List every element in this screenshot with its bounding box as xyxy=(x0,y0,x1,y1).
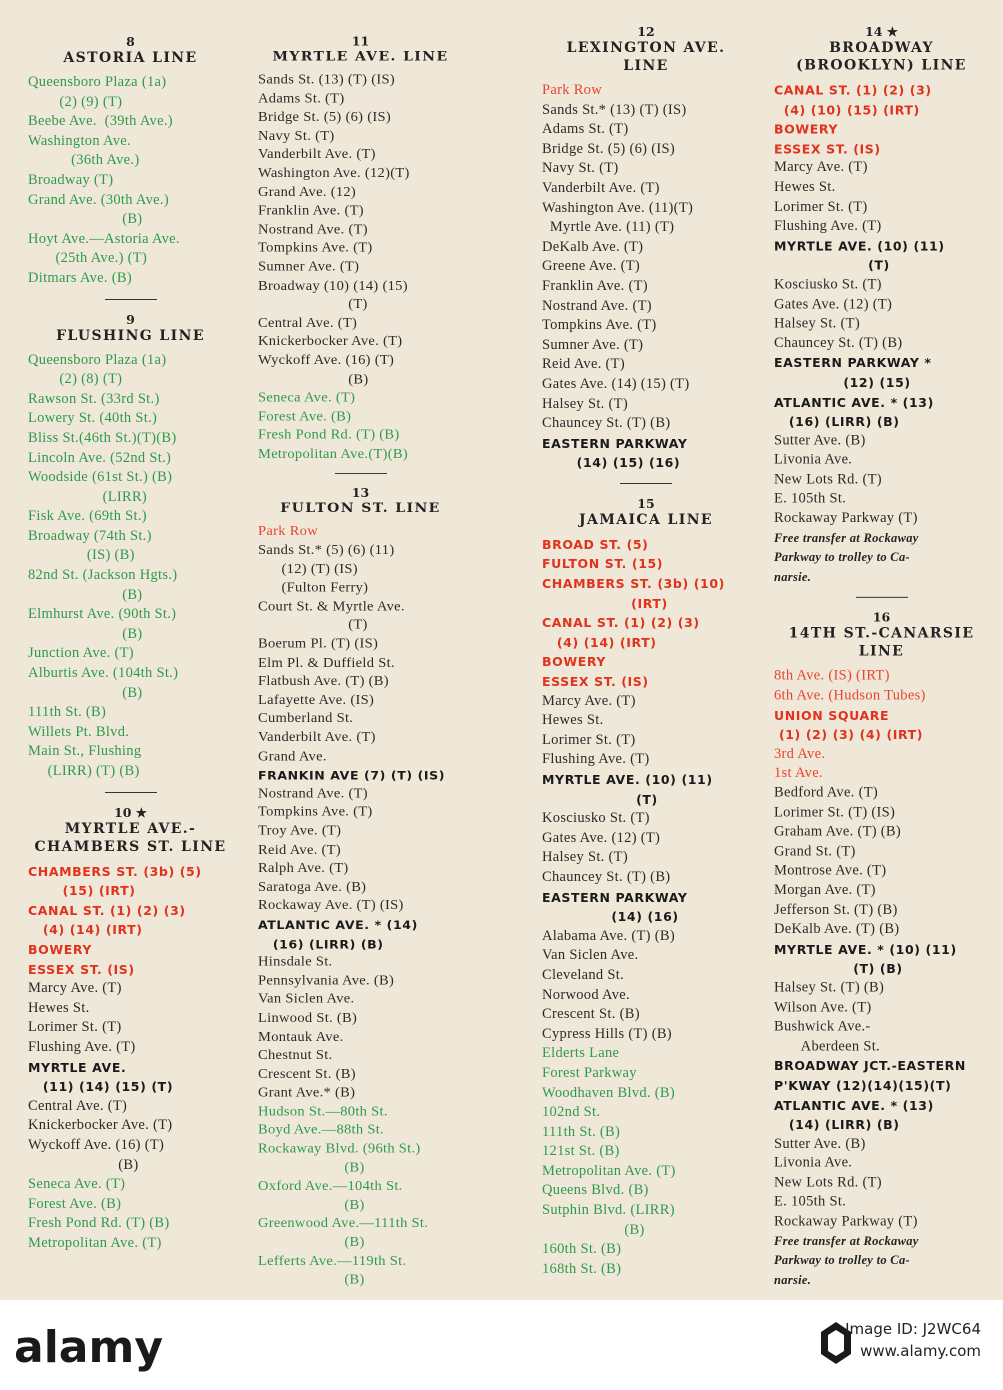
station-entry: Flatbush Ave. (T) (B) xyxy=(258,673,389,689)
station-entry: Navy St. (T) xyxy=(542,160,619,177)
station-entry: ATLANTIC AVE. * (13) (14) (LIRR) (B) xyxy=(774,1097,934,1132)
station-entry: Park Row xyxy=(258,524,318,540)
section-title: 14TH ST.-CANARSIE LINE xyxy=(788,626,975,660)
station-entry: Grand Ave. xyxy=(258,748,327,764)
station-entry: Forest Ave. (B) xyxy=(28,1195,122,1212)
station-entry: CANAL ST. (1) (2) (3) (4) (14) (IRT) xyxy=(28,902,186,938)
station-entry: UNION SQUARE (1) (2) (3) (4) (IRT) xyxy=(774,707,924,743)
station-entry: Grant Ave.* (B) xyxy=(258,1085,356,1101)
station-entry: ATLANTIC AVE. * (14) (16) (LIRR) (B) xyxy=(258,917,418,951)
station-entry: Seneca Ave. (T) xyxy=(28,1176,126,1193)
station-entry: Hoyt Ave.—Astoria Ave. (25th Ave.) (T) xyxy=(28,230,180,267)
footer-bar xyxy=(0,1300,1003,1390)
station-entry: CANAL ST. (1) (2) (3) (4) (10) (15) (IRT) xyxy=(774,82,932,118)
column-1 xyxy=(28,34,233,1253)
section-divider xyxy=(856,597,908,598)
station-entry: 1st Ave. xyxy=(774,765,823,782)
station-entry: CHAMBERS ST. (3b) (5) (15) (IRT) xyxy=(28,863,202,899)
station-entry: DeKalb Ave. (T) (B) xyxy=(774,921,900,938)
station-entry: CANAL ST. (1) (2) (3) (4) (14) (IRT) xyxy=(542,615,700,650)
station-entry: Free transfer at Rockaway Parkway to trolley to Ca- narsie. xyxy=(774,530,919,584)
station-entry: Metropolitan Ave. (T) xyxy=(28,1234,162,1251)
station-entry: FULTON ST. (15) xyxy=(542,556,664,572)
station-entry: MYRTLE AVE. (10) (11) (T) xyxy=(542,772,713,807)
station-entry: CHAMBERS ST. (3b) (10) (IRT) xyxy=(542,576,725,611)
station-entry: Washington Ave. (12)(T) xyxy=(258,165,410,181)
station-entry: Norwood Ave. xyxy=(542,986,630,1003)
station-entry: BROAD ST. (5) xyxy=(542,536,649,552)
station-entry: Montrose Ave. (T) xyxy=(774,862,887,879)
station-entry: Oxford Ave.—104th St. (B) xyxy=(258,1178,403,1213)
station-entry: Kosciusko St. (T) xyxy=(542,810,650,827)
station-entry: Marcy Ave. (T) xyxy=(774,159,868,176)
station-entry: Free transfer at Rockaway Parkway to trolley to Ca- narsie. xyxy=(774,1233,919,1287)
station-entry: Bedford Ave. (T) xyxy=(774,784,878,801)
station-entry: Navy St. (T) xyxy=(258,128,335,144)
station-entry: Wyckoff Ave. (16) (T) (B) xyxy=(28,1136,165,1173)
column-3 xyxy=(542,24,750,1279)
section-number: 11 xyxy=(351,34,370,49)
station-entry: Livonia Ave. xyxy=(774,1155,853,1171)
station-entry: Adams St. (T) xyxy=(542,121,629,138)
station-entry: Main St., Flushing (LIRR) (T) (B) xyxy=(28,743,142,779)
station-entry: Greenwood Ave.—111th St. (B) xyxy=(258,1215,429,1250)
station-entry: Central Ave. (T) xyxy=(28,1097,128,1114)
station-entry: Van Siclen Ave. xyxy=(258,991,355,1007)
station-entry: Cumberland St. xyxy=(258,711,354,727)
station-entry: Lorimer St. (T) xyxy=(774,198,868,215)
station-entry: BOWERY xyxy=(774,121,839,137)
section-divider xyxy=(105,792,157,793)
station-entry: Bushwick Ave.- Aberdeen St. xyxy=(774,1018,880,1055)
image-info xyxy=(845,1318,981,1362)
station-entry: Forest Ave. (B) xyxy=(258,408,352,425)
station-entry: Graham Ave. (T) (B) xyxy=(774,823,902,840)
station-entry: Rockaway Ave. (T) (IS) xyxy=(258,898,404,914)
station-entry: Gates Ave. (12) (T) xyxy=(542,829,661,846)
station-entry: Linwood St. (B) xyxy=(258,1010,358,1026)
section-title: JAMAICA LINE xyxy=(579,511,713,528)
station-entry: Kosciusko St. (T) xyxy=(774,276,882,293)
station-entry: 82nd St. (Jackson Hgts.) (B) xyxy=(28,567,178,603)
station-entry: Adams St. (T) xyxy=(258,90,345,107)
section-title: FLUSHING LINE xyxy=(56,327,205,344)
station-entry: Chestnut St. xyxy=(258,1047,333,1063)
section-number: 12 xyxy=(637,24,655,39)
station-entry: Queens Blvd. (B) xyxy=(542,1182,649,1199)
station-entry: Halsey St. (T) xyxy=(542,849,628,866)
station-entry: Hewes St. xyxy=(774,179,836,196)
station-entry: E. 105th St. xyxy=(774,1193,847,1210)
station-entry: EASTERN PARKWAY * (12) (15) xyxy=(774,355,932,390)
station-entry: Woodhaven Blvd. (B) xyxy=(542,1084,675,1101)
station-entry: Sutter Ave. (B) xyxy=(774,1135,866,1152)
section-title: LEXINGTON AVE. LINE xyxy=(566,40,726,74)
station-entry: 111th St. (B) xyxy=(28,704,107,721)
station-entry: Halsey St. (T) xyxy=(774,315,860,332)
station-entry: Bliss St.(46th St.)(T)(B) xyxy=(28,429,177,446)
station-entry: Washington Ave. (36th Ave.) xyxy=(28,132,140,169)
station-entry: Sands St. (13) (T) (IS) xyxy=(258,72,395,88)
station-entry: Broadway (T) xyxy=(28,171,114,188)
station-entry: Hudson St.—80th St. xyxy=(258,1103,388,1120)
section-title: FULTON ST. LINE xyxy=(280,501,441,517)
station-entry: Sutter Ave. (B) xyxy=(774,432,866,449)
section-divider xyxy=(335,473,387,474)
station-entry: Van Siclen Ave. xyxy=(542,947,639,964)
site-url: www.alamy.com xyxy=(860,1342,981,1360)
station-entry: BOWERY xyxy=(28,941,93,957)
station-entry: Nostrand Ave. (T) xyxy=(542,297,652,314)
station-entry: Sumner Ave. (T) xyxy=(542,336,644,353)
station-entry: Rockaway Parkway (T) xyxy=(774,1213,918,1230)
station-entry: Hewes St. xyxy=(542,712,604,729)
station-entry: Franklin Ave. (T) xyxy=(542,277,648,294)
section-title: ASTORIA LINE xyxy=(63,50,198,66)
station-entry: ESSEX ST. (IS) xyxy=(774,141,881,157)
station-entry: Gates Ave. (12) (T) xyxy=(774,296,893,312)
section-title: MYRTLE AVE. LINE xyxy=(272,49,449,65)
station-entry: Chauncey St. (T) (B) xyxy=(542,868,671,885)
station-entry: Grand Ave. (30th Ave.) (B) xyxy=(28,191,169,228)
station-entry: Ditmars Ave. (B) xyxy=(28,269,132,286)
station-entry: 102nd St. xyxy=(542,1104,601,1121)
station-entry: Vanderbilt Ave. (T) xyxy=(258,729,376,746)
station-entry: Elm Pl. & Duffield St. xyxy=(258,654,395,671)
station-entry: Woodside (61st St.) (B) (LIRR) xyxy=(28,469,173,505)
section-divider xyxy=(105,299,157,300)
station-entry: Livonia Ave. xyxy=(774,451,853,468)
station-entry: Lincoln Ave. (52nd St.) xyxy=(28,449,172,466)
station-entry: ESSEX ST. (IS) xyxy=(28,961,135,977)
section-title: MYRTLE AVE.- CHAMBERS ST. LINE xyxy=(34,820,227,855)
station-entry: MYRTLE AVE. (10) (11) (T) xyxy=(774,238,945,273)
station-entry: Lafayette Ave. (IS) xyxy=(258,692,375,708)
station-entry: Vanderbilt Ave. (T) xyxy=(542,179,660,196)
station-entry: Elderts Lane xyxy=(542,1045,620,1062)
brand-logo: alamy xyxy=(14,1322,163,1373)
station-entry: Queensboro Plaza (1a) (2) (8) (T) xyxy=(28,351,167,388)
station-entry: BOWERY xyxy=(542,654,607,670)
station-entry: Greene Ave. (T) xyxy=(542,258,641,275)
station-entry: Lorimer St. (T) xyxy=(28,1019,122,1036)
station-entry: Rockaway Blvd. (96th St.) (B) xyxy=(258,1141,421,1176)
station-entry: Queensboro Plaza (1a) (2) (9) (T) xyxy=(28,74,167,110)
station-entry: New Lots Rd. (T) xyxy=(774,471,882,488)
section-divider xyxy=(620,483,672,484)
station-entry: Knickerbocker Ave. (T) xyxy=(258,333,403,350)
station-entry: ESSEX ST. (IS) xyxy=(542,674,649,690)
station-entry: Seneca Ave. (T) xyxy=(258,390,356,406)
station-entry: Sutphin Blvd. (LIRR) (B) xyxy=(542,1202,675,1238)
station-entry: Ralph Ave. (T) xyxy=(258,860,349,876)
station-entry: Gates Ave. (14) (15) (T) xyxy=(542,375,690,392)
station-entry: Marcy Ave. (T) xyxy=(542,692,636,709)
station-entry: New Lots Rd. (T) xyxy=(774,1174,882,1191)
station-entry: Rawson St. (33rd St.) xyxy=(28,390,160,407)
station-entry: MYRTLE AVE. (11) (14) (15) (T) xyxy=(28,1059,174,1095)
station-entry: Hewes St. xyxy=(28,999,90,1016)
station-entry: Bridge St. (5) (6) (IS) xyxy=(258,109,391,125)
section-number: 8 xyxy=(126,34,135,49)
station-entry: Reid Ave. (T) xyxy=(542,356,625,373)
section-number: 15 xyxy=(637,495,655,511)
station-entry: Tompkins Ave. (T) xyxy=(258,804,373,820)
station-entry: Crescent St. (B) xyxy=(542,1006,640,1023)
station-entry: Flushing Ave. (T) xyxy=(774,218,882,234)
station-entry: Chauncey St. (T) (B) xyxy=(542,415,671,432)
station-entry: Knickerbocker Ave. (T) xyxy=(28,1117,173,1134)
station-entry: Jefferson St. (T) (B) xyxy=(774,901,898,918)
station-entry: Lorimer St. (T) (IS) xyxy=(774,804,896,821)
station-entry: Cypress Hills (T) (B) xyxy=(542,1025,672,1042)
station-entry: Boerum Pl. (T) (IS) xyxy=(258,636,379,652)
station-entry: 111th St. (B) xyxy=(542,1123,621,1140)
station-entry: Tompkins Ave. (T) xyxy=(542,317,657,334)
station-entry: Flushing Ave. (T) xyxy=(28,1038,136,1055)
station-entry: Fresh Pond Rd. (T) (B) xyxy=(28,1215,170,1232)
station-entry: Cleveland St. xyxy=(542,966,625,983)
station-entry: MYRTLE AVE. * (10) (11) (T) (B) xyxy=(774,941,957,977)
station-entry: Nostrand Ave. (T) xyxy=(258,221,368,238)
station-entry: 8th Ave. (IS) (IRT) xyxy=(774,667,890,684)
station-entry: Lefferts Ave.—119th St. (B) xyxy=(258,1253,407,1288)
station-entry: Vanderbilt Ave. (T) xyxy=(258,146,376,163)
station-entry: Marcy Ave. (T) xyxy=(28,980,122,997)
station-entry: Sands St.* (13) (T) (IS) xyxy=(542,101,687,118)
station-entry: Troy Ave. (T) xyxy=(258,823,342,839)
station-entry: Hinsdale St. xyxy=(258,954,333,970)
section-number: 16 xyxy=(872,610,891,626)
station-entry: Metropolitan Ave.(T)(B) xyxy=(258,446,408,462)
station-entry: Halsey St. (T) xyxy=(542,395,628,412)
section-number: 10 ★ xyxy=(114,804,147,820)
station-entry: BROADWAY JCT.-EASTERN P'KWAY (12)(14)(15)(T) xyxy=(774,1058,966,1093)
station-entry: Bridge St. (5) (6) (IS) xyxy=(542,140,675,157)
station-entry: Chauncey St. (T) (B) xyxy=(774,334,903,351)
station-entry: Fresh Pond Rd. (T) (B) xyxy=(258,427,400,443)
section-title: BROADWAY (BROOKLYN) LINE xyxy=(796,39,967,74)
station-entry: ATLANTIC AVE. * (13) (16) (LIRR) (B) xyxy=(774,394,934,429)
station-entry: Franklin Ave. (T) xyxy=(258,203,364,219)
station-entry: Metropolitan Ave. (T) xyxy=(542,1162,676,1179)
station-entry: 121st St. (B) xyxy=(542,1143,620,1160)
station-entry: Halsey St. (T) (B) xyxy=(774,979,885,996)
station-entry: Wyckoff Ave. (16) (T) (B) xyxy=(258,352,395,387)
station-entry: Elmhurst Ave. (90th St.) (B) xyxy=(28,606,177,642)
station-entry: 3rd Ave. xyxy=(774,745,826,762)
image-id: Image ID: J2WC64 xyxy=(845,1320,981,1338)
station-entry: Court St. & Myrtle Ave. (T) xyxy=(258,598,405,633)
station-entry: Lorimer St. (T) xyxy=(542,731,636,748)
station-entry: Alburtis Ave. (104th St.) (B) xyxy=(28,665,179,701)
station-entry: Montauk Ave. xyxy=(258,1028,344,1045)
station-entry: Alabama Ave. (T) (B) xyxy=(542,927,675,944)
station-entry: Beebe Ave. (39th Ave.) xyxy=(28,113,173,130)
station-entry: Sumner Ave. (T) xyxy=(258,259,360,275)
station-entry: E. 105th St. xyxy=(774,490,847,507)
station-entry: DeKalb Ave. (T) xyxy=(542,238,644,255)
station-entry: Forest Parkway xyxy=(542,1064,637,1081)
station-entry: Wilson Ave. (T) xyxy=(774,999,872,1016)
station-entry: Saratoga Ave. (B) xyxy=(258,879,367,895)
station-entry: Rockaway Parkway (T) xyxy=(774,510,918,527)
station-entry: Pennsylvania Ave. (B) xyxy=(258,972,395,989)
station-entry: FRANKIN AVE (7) (T) (IS) xyxy=(258,768,446,783)
column-2 xyxy=(258,34,463,1290)
station-entry: Park Row xyxy=(542,82,602,98)
station-entry: Willets Pt. Blvd. xyxy=(28,723,130,740)
section-number: 14 ★ xyxy=(865,24,898,39)
station-entry: Central Ave. (T) xyxy=(258,315,358,331)
station-entry: Grand Ave. (12) xyxy=(258,184,357,200)
station-entry: Boyd Ave.—88th St. xyxy=(258,1122,384,1138)
station-entry: Lowery St. (40th St.) xyxy=(28,410,158,427)
station-entry: Nostrand Ave. (T) xyxy=(258,785,368,802)
station-entry: 168th St. (B) xyxy=(542,1260,622,1277)
station-entry: Grand St. (T) xyxy=(774,843,856,860)
station-entry: Flushing Ave. (T) xyxy=(542,751,650,768)
station-entry: Broadway (74th St.) (IS) (B) xyxy=(28,527,152,564)
station-entry: Washington Ave. (11)(T) Myrtle Ave. (11) (T) xyxy=(542,199,694,236)
column-4 xyxy=(774,24,989,1290)
station-entry: Tompkins Ave. (T) xyxy=(258,240,373,256)
station-entry: Junction Ave. (T) xyxy=(28,645,134,662)
station-entry: Crescent St. (B) xyxy=(258,1066,356,1082)
station-entry: Morgan Ave. (T) xyxy=(774,882,876,899)
section-number: 9 xyxy=(126,311,135,327)
station-entry: Fisk Ave. (69th St.) xyxy=(28,508,147,525)
station-entry: 6th Ave. (Hudson Tubes) xyxy=(774,687,926,704)
station-entry: EASTERN PARKWAY (14) (16) xyxy=(542,889,688,925)
station-entry: Broadway (10) (14) (15) (T) xyxy=(258,277,408,312)
section-number: 13 xyxy=(351,485,370,501)
station-entry: EASTERN PARKWAY (14) (15) (16) xyxy=(542,435,688,471)
station-entry: Reid Ave. (T) xyxy=(258,841,341,858)
station-entry: 160th St. (B) xyxy=(542,1241,622,1258)
station-entry: Sands St.* (5) (6) (11) (12) (T) (IS) (Fulton Ferry) xyxy=(258,542,395,596)
